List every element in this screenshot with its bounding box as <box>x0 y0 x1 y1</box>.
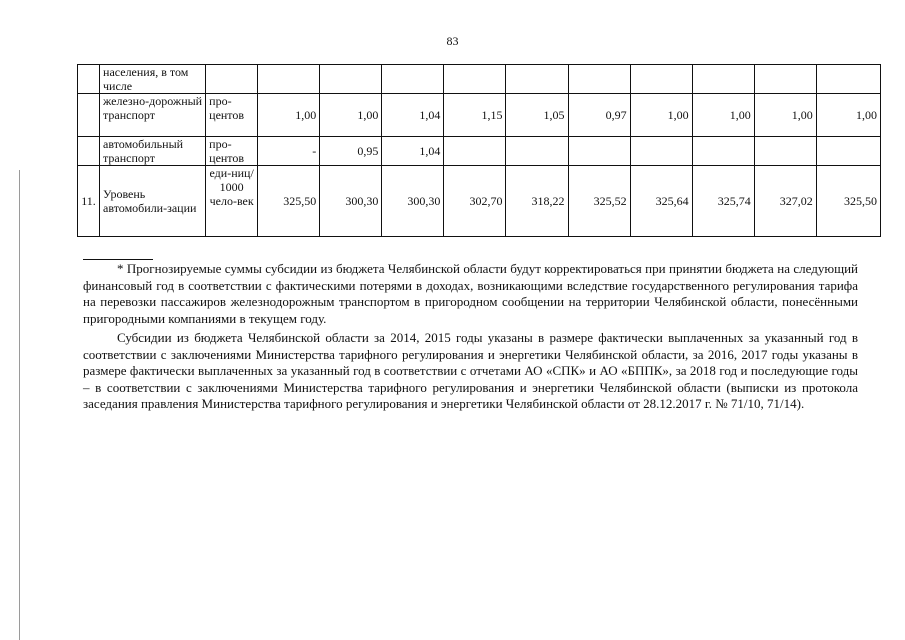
value-cell: 0,97 <box>568 94 630 137</box>
value-cell: 302,70 <box>444 166 506 237</box>
value-cell <box>568 137 630 166</box>
value-cell: 0,95 <box>320 137 382 166</box>
value-cell <box>444 137 506 166</box>
value-cell: 325,74 <box>692 166 754 237</box>
value-cell <box>568 65 630 94</box>
value-cell: 1,00 <box>630 94 692 137</box>
footnotes-block <box>83 261 858 413</box>
scan-edge-line <box>19 170 20 640</box>
value-cell: 325,50 <box>258 166 320 237</box>
row-name-cell: населения, в том числе <box>100 65 206 94</box>
value-cell <box>258 65 320 94</box>
value-cell: 1,00 <box>692 94 754 137</box>
value-cell: 325,50 <box>816 166 880 237</box>
value-cell <box>692 137 754 166</box>
value-cell: 1,05 <box>506 94 568 137</box>
row-name-cell: железно-дорожный транспорт <box>100 94 206 137</box>
value-cell <box>816 137 880 166</box>
row-index-cell <box>78 137 100 166</box>
value-cell <box>816 65 880 94</box>
value-cell <box>630 137 692 166</box>
value-cell <box>630 65 692 94</box>
row-index-cell <box>78 65 100 94</box>
value-cell <box>382 65 444 94</box>
value-cell <box>320 65 382 94</box>
value-cell <box>444 65 506 94</box>
footnote-paragraph-2: Субсидии из бюджета Челябинской области за 2014, 2015 годы указаны в размере фактически выплаченных за указанный год в соответствии с заключениями Министерства тарифного регулирования и энергетики Челябинской области, за 2016, 2017 годы указаны в размере фактически выплаченных за указанный год в соответствии с отчетами АО «СПК» и АО «БППК», за 2018 год и последующие годы – в соответствии с заключениями Министерства тарифного регулирования и энергетики Челябинской области (выписки из протокола заседания правления Министерства тарифного регулирования и энергетики Челябинской области от 28.12.2017 г. № 71/10, 71/14). <box>83 330 858 411</box>
value-cell: 300,30 <box>382 166 444 237</box>
footnote-paragraph-1: * Прогнозируемые суммы субсидии из бюджета Челябинской области будут корректироваться при принятии бюджета на следующий финансовый год в соответствии с фактическими потерями в доходах, возникающими вследствие государственного регулирования тарифа на перевозки пассажиров железнодорожным транспортом в пригородном сообщении на территории Челябинской области, понесёнными пригородными компаниями в текущем году. <box>83 261 858 326</box>
page-number: 83 <box>446 34 459 48</box>
row-unit-cell: про-центов <box>206 137 258 166</box>
value-cell <box>754 65 816 94</box>
indicators-table <box>77 64 881 237</box>
value-cell: 325,64 <box>630 166 692 237</box>
value-cell: 327,02 <box>754 166 816 237</box>
value-cell: - <box>258 137 320 166</box>
row-name-cell: Уровень автомобили-зации <box>100 166 206 237</box>
row-unit-cell: про-центов <box>206 94 258 137</box>
table-row <box>78 137 881 166</box>
value-cell: 1,00 <box>816 94 880 137</box>
value-cell: 1,04 <box>382 94 444 137</box>
value-cell <box>692 65 754 94</box>
value-cell: 318,22 <box>506 166 568 237</box>
row-name-cell: автомобильный транспорт <box>100 137 206 166</box>
table-row <box>78 166 881 237</box>
row-unit-cell <box>206 65 258 94</box>
value-cell <box>506 137 568 166</box>
row-index-cell <box>78 94 100 137</box>
value-cell: 1,00 <box>320 94 382 137</box>
value-cell: 1,00 <box>754 94 816 137</box>
row-unit-cell: еди-ниц/ 1000 чело-век <box>206 166 258 237</box>
table-row <box>78 94 881 137</box>
row-index-cell: 11. <box>78 166 100 237</box>
value-cell: 325,52 <box>568 166 630 237</box>
value-cell: 1,15 <box>444 94 506 137</box>
value-cell: 300,30 <box>320 166 382 237</box>
value-cell: 1,04 <box>382 137 444 166</box>
value-cell <box>506 65 568 94</box>
table-row <box>78 65 881 94</box>
value-cell <box>754 137 816 166</box>
footnote-separator <box>83 259 153 260</box>
value-cell: 1,00 <box>258 94 320 137</box>
